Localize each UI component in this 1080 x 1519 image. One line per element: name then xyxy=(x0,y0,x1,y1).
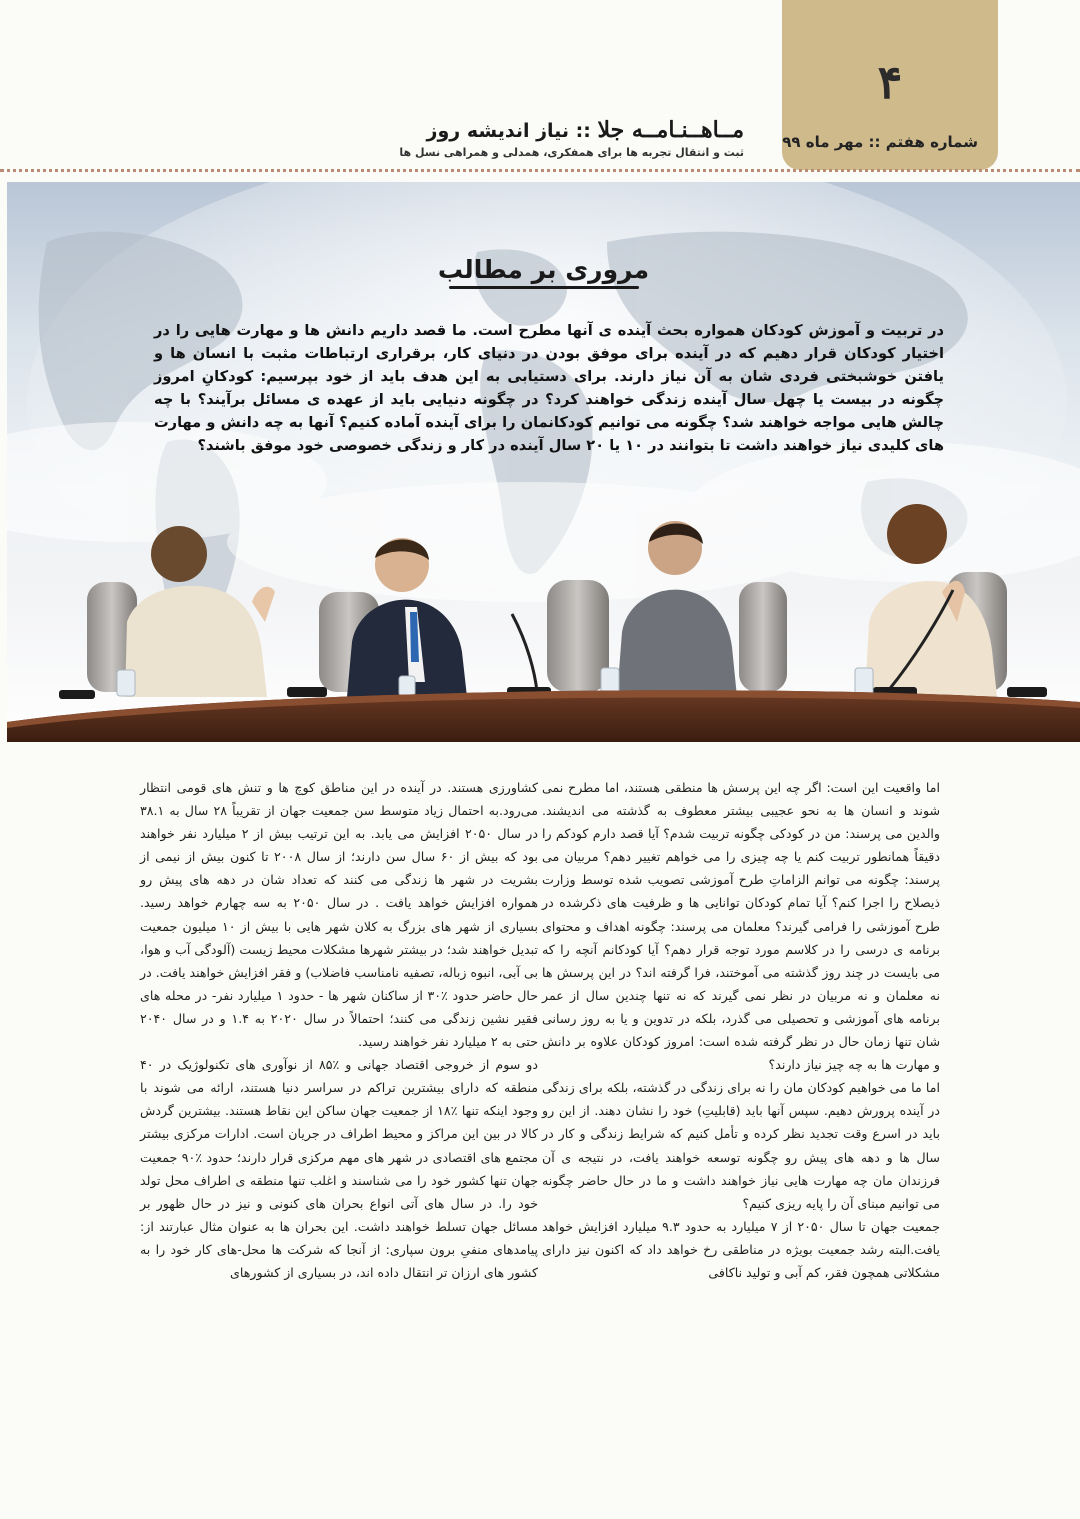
paragraph: دو سوم از خروجی اقتصاد جهانی و ٪۸۵ از نوآوری های تکنولوژیک در ۴۰ منطقه که دارای بیشترین تراکم در سراسر دنیا هستند، ارائه می شوند با وجود اینکه تنها ٪۱۸ از جمعیت جهان ساکن این نقاط هستند. بیشترین گردش کالا در بین این مراکز و محیط اطراف در جریان است. ادارات مرکزی بیشتر مجتمع های اقتصادی در شهر های مهم مرکزی قرار دارند؛ حدود ٪۹۰ جمعیت جهان تنها کشور خود را می شناسند و اغلب تنها منطقه ی اطراف محل تولد خود را. در سال های آتی انواع بحران های کنونی و نیز در حال ظهور بر مسائل جهان تسلط خواهند داشت. این بحران ها به عنوان مثال عبارتند از: پیامدهای منفیِ برون سپاری: از آنجا که شرکت ها محل-های کار خود را به کشور های ارزان تر انتقال داده اند، در بسیاری از کشورهای xyxy=(140,1057,539,1280)
paragraph: اما ما می خواهیم کودکان مان را نه برای زندگی در گذشته، بلکه برای زندگی در آینده پرورش دهیم. سپس آنها باید (قابلیتِ) خود را نشان دهند. از این رو باید در اسرع وقت تجدید نظر کرده و تأمل کنیم که شرایط زندگی و کار در سال ها و دهه های پیش رو چگونه توسعه خواهند یافت، در نتیجه ی آن فرزندان مان چه مهارت هایی نیاز خواهند داشت و ما در حال حاضر چگونه می توانیم مبنای آن را پایه ریزی کنیم؟ xyxy=(542,1080,940,1211)
paragraph: کشاورزی هستند. در آینده در این مناطق کوچ ها و تنش های قومی انتظار می‌رود.به احتمال زیاد متوسط سن جمعیت جهان از تقریباً ۲۸ سال به ۳۸.۱ در سال ۲۰۵۰ افزایش می یابد. به این ترتیب بیش از ۲ میلیارد نفر خواهند بود که بیش از ۶۰ سال سن دارند؛ از سال ۲۰۰۸ تا کنون بیش از نیمی از بشریت در شهر ها زندگی می کنند که تعداد شان در دهه های پیش رو همواره افزایش خواهد یافت . در سال ۲۰۵۰ به سه چهارم خواهد رسید. بسیاری از شهر های بزرگ به کلان شهر هایی با بیش از ۱۰ میلیون جمعیت تبدیل خواهند شد؛ در بیشتر شهرها مشکلات محیط زیست (آلودگی آب و هوا، بی آبی، انبوه زباله، تصفیه نامناسب فاضلاب) و فقر افزایش خواهند یافت. در حال حاضر حدود ٪۳۰ از ساکنان شهر ها - حدود ۱ میلیارد نفر- در محله های فقیر نشین زندگی می کنند؛ احتمالاً در سال ۲۰۲۰ به ۱.۴ و در سال ۲۰۴۰ حتی به ۲ میلیارد نفر خواهند رسید. xyxy=(140,780,538,1050)
magazine-title xyxy=(427,117,744,143)
page-number: ۴ xyxy=(877,55,903,109)
issue-info: شماره هفتم :: مهر ماه ۹۹ xyxy=(782,133,978,151)
magazine-name: نیاز اندیشه روز xyxy=(426,120,570,142)
magazine-separator: :: xyxy=(569,120,598,142)
magazine-logo: مــاهــنـامــه جلا xyxy=(597,117,744,143)
intro-paragraph: در تربیت و آموزش کودکان همواره بحث آینده ی آنها مطرح است. ما قصد داریم دانش ها و مهارت هایی را در اختیار کودکان قرار دهیم که در آینده برای موفق بودن در دنیای کار، برقراری ارتباطات مثبت با انسان ها و یافتن خوشبختی فردی شان به آن نیاز دارند. برای دستیابی به این هدف باید از خود بپرسیم: کودکانِ امروز چگونه در بیست یا چهل سال آینده زندگی خواهند کرد؟ در چگونه دنیایی باید از عهده ی مسائل برآیند؟ با چه چالش هایی مواجه خواهند شد؟ چگونه می توانیم کودکانمان را برای آینده آماده کنیم؟ آنها به چه دانش و مهارت های کلیدی نیاز خواهند داشت تا بتوانند در ۱۰ یا ۲۰ سال آینده در کار و زندگی خصوصی خود موفق باشند؟ xyxy=(154,322,944,454)
hero-image xyxy=(7,182,1080,742)
header-divider xyxy=(0,169,1080,172)
paragraph: اما واقعیت این است: اگر چه این پرسش ها منطقی هستند، اما مطرح نمی شوند و انسان ها به نحو عجیبی بیشتر معطوف به گذشته می اندیشند. والدین می پرسند: من در کودکی چگونه تربیت شدم؟ آیا قصد دارم کودکم را دقیقاً همانطور تربیت کنم یا چه چیزی را می خواهم تغییر دهم؟ مربیان می پرسند: چگونه می توانم الزاماتِ طرح آموزشی تصویب شده توسط وزارت ذیصلاح را اجرا کنم؟ آیا تمام کودکان توانایی ها و ظرفیت های ذکرشده در طرح آموزشی را فرامی گیرند؟ معلمان می پرسند: چگونه اهداف و محتوای برنامه ی درسی را در کلاسم مورد توجه قرار دهم؟ آیا کودکانم آنچه را که می بایست در چند روز گذشته می آموختند، فرا گرفته اند؟ در این پرسش ها نه معلمان و نه مربیان در نظر نمی گیرند که نه تنها چندین سال از عمر برنامه های آموزشی و تحصیلی می گذرد، بلکه در تدوین و یا به روز رسانی شان تنها زمان حال در نظر گرفته شده است: امروز کودکان علاوه بر دانش و مهارت ها به چه چیز نیاز دارند؟ xyxy=(542,780,940,1073)
article-column-right xyxy=(542,776,940,1284)
section-title: مروری بر مطالب xyxy=(7,255,1080,289)
article-column-left xyxy=(140,776,538,1284)
magazine-tagline: ثبت و انتقال تجربه ها برای همفکری، همدلی و همراهی نسل ها xyxy=(399,146,744,159)
page-number-tab xyxy=(782,0,998,170)
paragraph: جمعیت جهان تا سال ۲۰۵۰ از ۷ میلیارد به حدود ۹.۳ میلیارد افزایش خواهد یافت.البته رشد جمعیت بویژه در مناطقی رخ خواهد داد که اکنون نیز دارای مشکلاتی همچون فقر، کم آبی و تولید ناکافی xyxy=(542,1218,940,1280)
